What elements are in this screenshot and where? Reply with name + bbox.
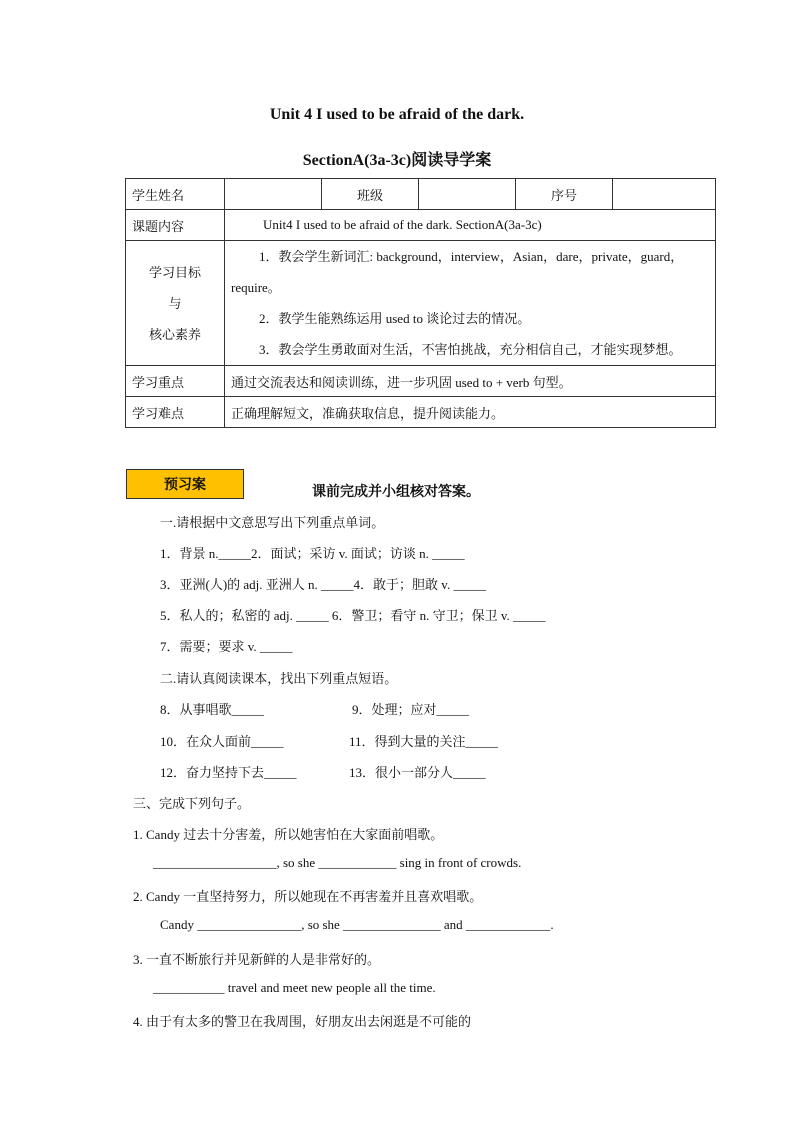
- phrase-item: 13．很小一部分人_____: [349, 765, 486, 780]
- key-point-value: 通过交流表达和阅读训练，进一步巩固 used to + verb 句型。: [225, 366, 716, 397]
- part2-heading: 二.请认真阅读课本，找出下列重点短语。: [160, 671, 398, 686]
- phrase-item: 8．从事唱歌_____: [160, 702, 265, 717]
- difficulty-value: 正确理解短文，准确获取信息，提升阅读能力。: [225, 397, 716, 428]
- document-title: Unit 4 I used to be afraid of the dark.: [269, 106, 525, 123]
- class-cell[interactable]: [419, 179, 516, 210]
- sentence-prompt: 2. Candy 一直坚持努力，所以她现在不再害羞并且喜欢唱歌。: [133, 889, 483, 904]
- student-name-label: 学生姓名: [126, 179, 225, 210]
- part3-heading: 三、完成下列句子。: [133, 796, 251, 811]
- table-row: [126, 366, 716, 397]
- sentence-prompt: 3. 一直不断旅行并见新鲜的人是非常好的。: [133, 952, 381, 967]
- vocab-line: 5．私人的；私密的 adj. _____ 6．警卫；看守 n. 守卫；保卫 v. _____: [160, 608, 546, 623]
- table-row: [126, 241, 716, 366]
- table-row: [126, 397, 716, 428]
- goal-item-continued: require。: [231, 280, 281, 295]
- phrase-item: 11．得到大量的关注_____: [349, 734, 499, 749]
- vocab-line: 3．亚洲(人)的 adj. 亚洲人 n. _____4．敢于；胆敢 v. _____: [160, 577, 486, 592]
- part1-heading: 一.请根据中文意思写出下列重点单词。: [160, 515, 385, 530]
- topic-label: 课题内容: [126, 210, 225, 241]
- preview-badge: 预习案: [126, 469, 244, 499]
- sentence-prompt: 1. Candy 过去十分害羞，所以她害怕在大家面前唱歌。: [133, 827, 444, 842]
- lesson-info-table: [125, 178, 716, 428]
- goal-item: 2．教学生能熟练运用 used to 谈论过去的情况。: [259, 311, 531, 326]
- table-row: [126, 179, 716, 210]
- topic-value: Unit4 I used to be afraid of the dark. SectionA(3a-3c): [225, 210, 716, 241]
- table-row: [126, 210, 716, 241]
- preview-note: 课前完成并小组核对答案。: [312, 483, 480, 499]
- key-point-label: 学习重点: [126, 366, 225, 397]
- document-subtitle: SectionA(3a-3c)阅读导学案: [302, 152, 492, 169]
- goal-label: [126, 241, 225, 366]
- difficulty-label: 学习难点: [126, 397, 225, 428]
- phrase-item: 12．奋力坚持下去_____: [160, 765, 297, 780]
- phrase-item: 10．在众人面前_____: [160, 734, 284, 749]
- goal-label-line: 与: [168, 295, 182, 311]
- goal-item: 1．教会学生新词汇: background，interview，Asian，dare，private，guard，: [259, 249, 684, 264]
- vocab-line: 1．背景 n._____2．面试；采访 v. 面试；访谈 n. _____: [160, 546, 465, 561]
- goal-content: [225, 241, 716, 366]
- vocab-line: 7．需要；要求 v. _____: [160, 639, 293, 654]
- student-name-cell[interactable]: [225, 179, 322, 210]
- sentence-answer-line[interactable]: ___________________, so she ____________ sing in front of crowds.: [153, 855, 522, 870]
- goal-label-line: 学习目标: [148, 264, 201, 280]
- seat-label: 序号: [516, 179, 613, 210]
- goal-item: 3．教会学生勇敢面对生活，不害怕挑战，充分相信自己，才能实现梦想。: [259, 342, 682, 357]
- class-label: 班级: [322, 179, 419, 210]
- sentence-prompt: 4. 由于有太多的警卫在我周围，好朋友出去闲逛是不可能的: [133, 1014, 472, 1029]
- goal-label-line: 核心素养: [148, 326, 201, 342]
- phrase-item: 9．处理；应对_____: [352, 702, 470, 717]
- sentence-answer-line[interactable]: Candy ________________, so she _______________ and _____________.: [160, 917, 554, 932]
- sentence-answer-line[interactable]: ___________ travel and meet new people all the time.: [153, 980, 436, 995]
- seat-cell[interactable]: [613, 179, 716, 210]
